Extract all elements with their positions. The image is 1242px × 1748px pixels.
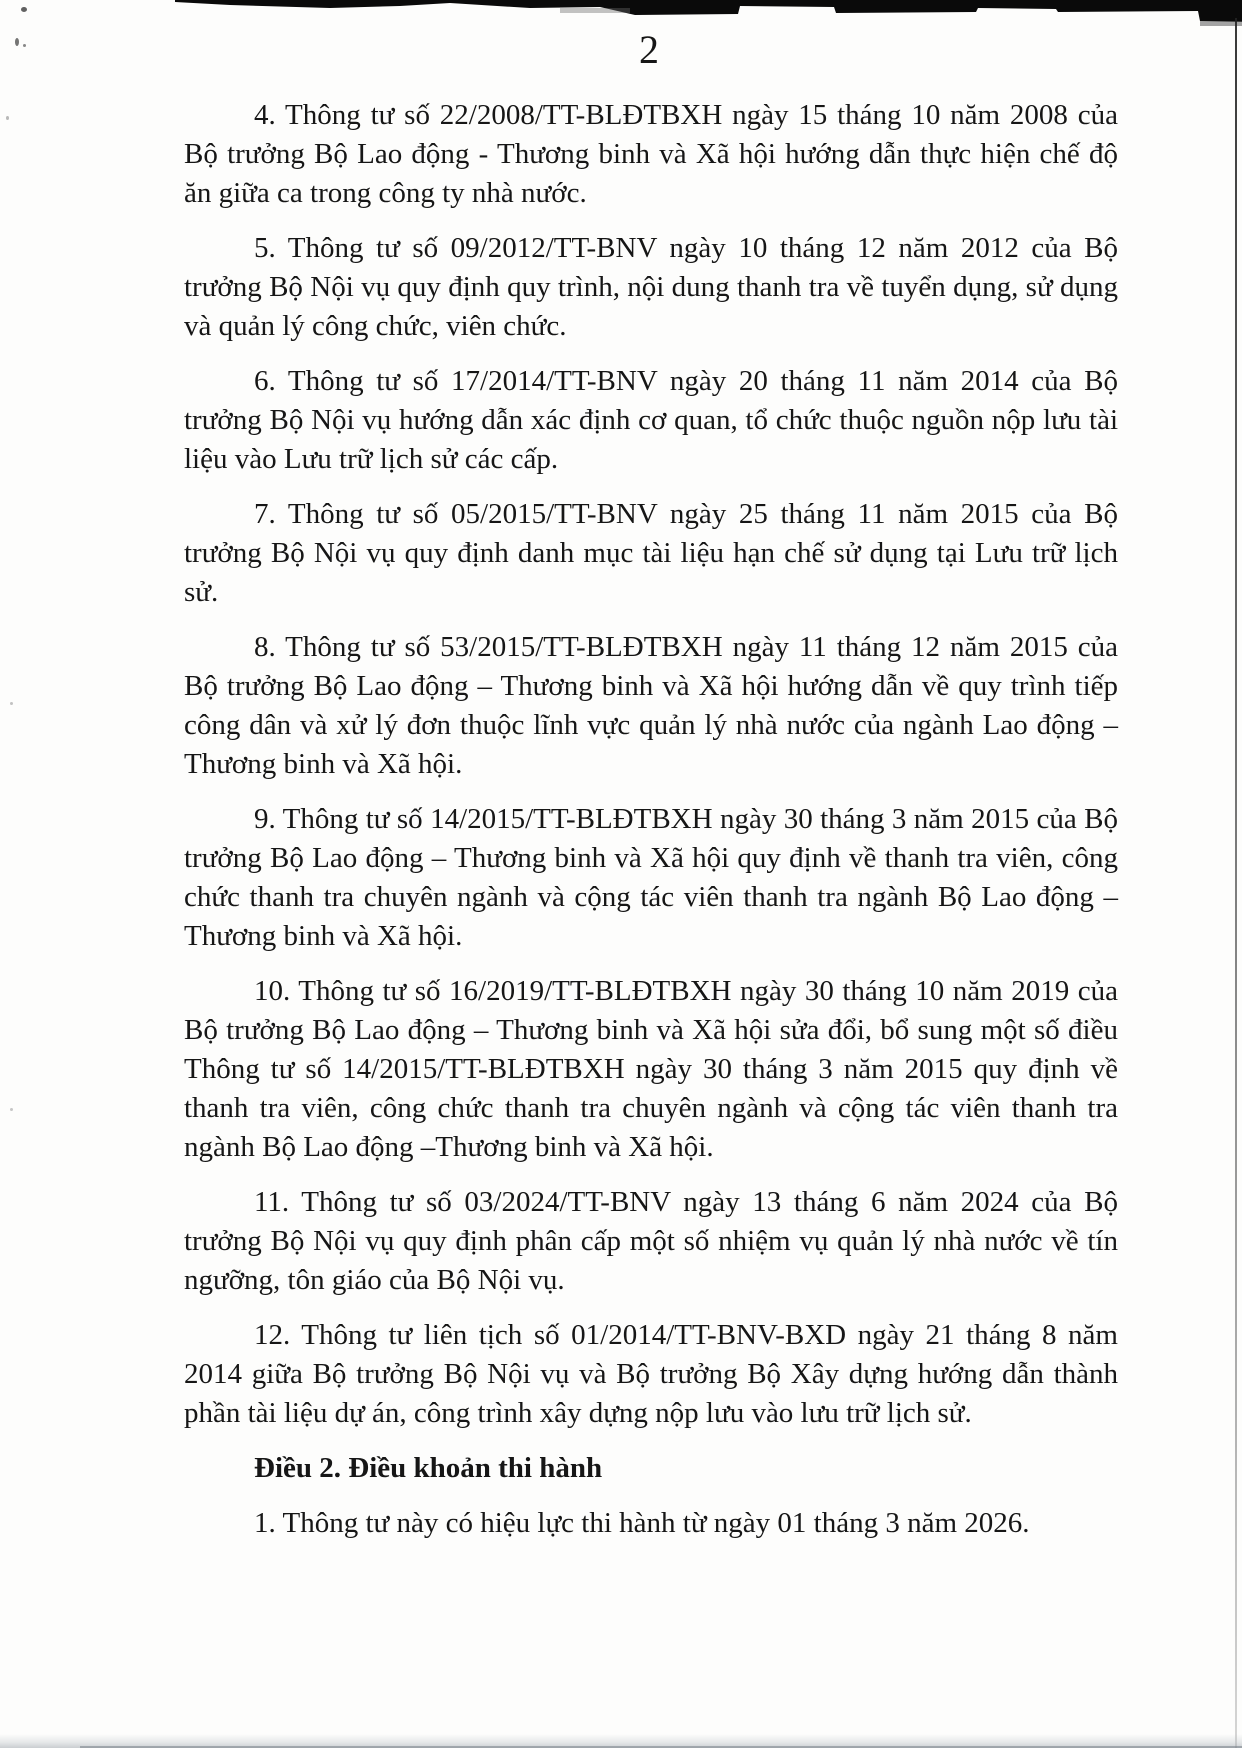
- paragraph-item-9: 9. Thông tư số 14/2015/TT-BLĐTBXH ngày 30 tháng 3 năm 2015 của Bộ trưởng Bộ Lao động – Thương binh và Xã hội quy định về thanh tra viên, công chức thanh tra chuyên ngành và cộng tác viên thanh tra ngành Bộ Lao động –Thương binh và Xã hội.: [184, 803, 1118, 952]
- paragraph-item-6: 6. Thông tư số 17/2014/TT-BNV ngày 20 tháng 11 năm 2014 của Bộ trưởng Bộ Nội vụ hướng dẫn xác định cơ quan, tổ chức thuộc nguồn nộp lưu tài liệu vào Lưu trữ lịch sử các cấp.: [184, 365, 1118, 475]
- paragraph-item-4: 4. Thông tư số 22/2008/TT-BLĐTBXH ngày 15 tháng 10 năm 2008 của Bộ trưởng Bộ Lao động - Thương binh và Xã hội hướng dẫn thực hiện chế độ ăn giữa ca trong công ty nhà nước.: [184, 99, 1118, 209]
- paragraph-item-12: 12. Thông tư liên tịch số 01/2014/TT-BNV-BXD ngày 21 tháng 8 năm 2014 giữa Bộ trưởng Bộ Nội vụ và Bộ trưởng Bộ Xây dựng hướng dẫn thành phần tài liệu dự án, công trình xây dựng nộp lưu vào lưu trữ lịch sử.: [184, 1319, 1118, 1429]
- paragraph-item-7: 7. Thông tư số 05/2015/TT-BNV ngày 25 tháng 11 năm 2015 của Bộ trưởng Bộ Nội vụ quy định danh mục tài liệu hạn chế sử dụng tại Lưu trữ lịch sử.: [184, 498, 1118, 608]
- scan-right-edge-line: [1235, 18, 1237, 1748]
- paragraph-item-8: 8. Thông tư số 53/2015/TT-BLĐTBXH ngày 11 tháng 12 năm 2015 của Bộ trưởng Bộ Lao động – Thương binh và Xã hội hướng dẫn về quy trình tiếp công dân và xử lý đơn thuộc lĩnh vực quản lý nhà nước của ngành Lao động – Thương binh và Xã hội.: [184, 631, 1118, 780]
- scan-speck: [10, 1108, 13, 1111]
- scan-bottom-edge-shadow: [0, 1734, 1242, 1748]
- scan-speck: [10, 702, 13, 705]
- paragraph-item-11: 11. Thông tư số 03/2024/TT-BNV ngày 13 tháng 6 năm 2024 của Bộ trưởng Bộ Nội vụ quy định phân cấp một số nhiệm vụ quản lý nhà nước về tín ngưỡng, tôn giáo của Bộ Nội vụ.: [184, 1186, 1118, 1296]
- page-number: 2: [639, 27, 659, 72]
- scan-top-edge-artifact: [0, 0, 1242, 30]
- paragraph-effective-date: 1. Thông tư này có hiệu lực thi hành từ ngày 01 tháng 3 năm 2026.: [254, 1507, 1030, 1539]
- scan-speck: [15, 38, 19, 46]
- scan-speck: [21, 7, 27, 12]
- document-body: [184, 96, 1118, 1559]
- scan-speck: [23, 44, 26, 47]
- section-heading-dieu-2: Điều 2. Điều khoản thi hành: [254, 1452, 603, 1484]
- paragraph-item-10: 10. Thông tư số 16/2019/TT-BLĐTBXH ngày 30 tháng 10 năm 2019 của Bộ trưởng Bộ Lao động – Thương binh và Xã hội sửa đổi, bổ sung một số điều Thông tư số 14/2015/TT-BLĐTBXH ngày 30 tháng 3 năm 2015 quy định về thanh tra viên, công chức thanh tra chuyên ngành và cộng tác viên thanh tra ngành Bộ Lao động –Thương binh và Xã hội.: [184, 975, 1118, 1163]
- scan-speck: [6, 116, 9, 120]
- paragraph-item-5: 5. Thông tư số 09/2012/TT-BNV ngày 10 tháng 12 năm 2012 của Bộ trưởng Bộ Nội vụ quy định quy trình, nội dung thanh tra về tuyển dụng, sử dụng và quản lý công chức, viên chức.: [184, 232, 1118, 342]
